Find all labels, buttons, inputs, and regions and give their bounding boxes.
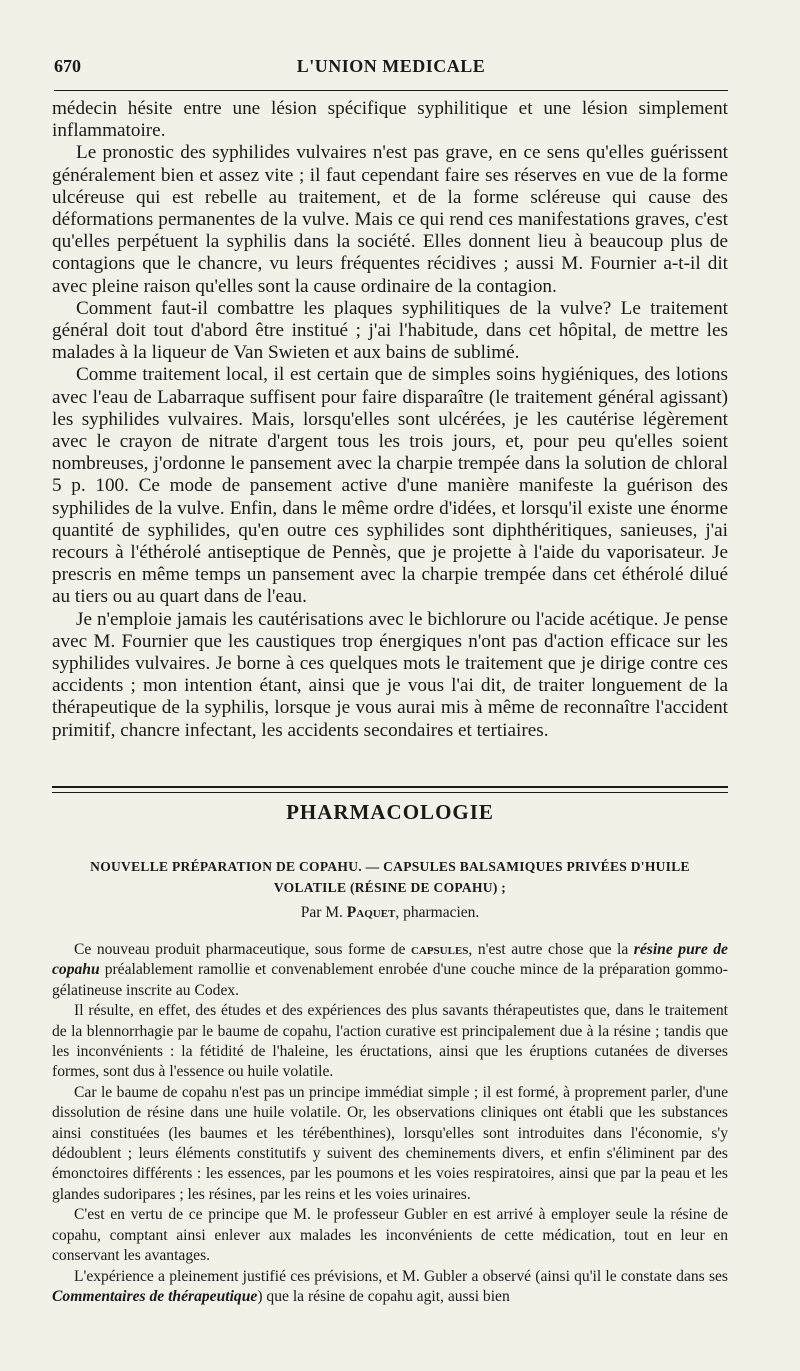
paragraph: Comme traitement local, il est certain que de simples soins hygiéniques, des lotions avec l'eau de Labarraque suffisent pour faire disparaître (le traitement général agissant) les syphilides vulvaires. Mais, lorsqu'elles sont ulcérées, je les cautérise légèrement avec le crayon de nitrate d'argent tous les trois jours, et, pour peu qu'elles soient nombreuses, j'ordonne le pansement avec la charpie trempée dans la solution de chloral 5 p. 100. Ce mode de pansement active d'une manière manifeste la guérison des syphilides de la vulve. Enfin, dans le même ordre d'idées, et lorsqu'il existe une énorme quantité de syphilides, qu'en outre ces syphilides sont diphthéritiques, sanieuses, j'ai recours à l'éthérolé antiseptique de Pennès, que je projette à l'aide du vaporisateur. Je prescris en même temps un pansement avec la charpie trempée dans cet éthérolé dilué au tiers ou au quart dans de l'eau. <box>52 364 728 608</box>
article-title <box>52 856 728 898</box>
paragraph: médecin hésite entre une lésion spécifique syphilitique et une lésion simplement inflammatoire. <box>52 98 728 142</box>
paragraph <box>52 940 728 1001</box>
author-name: Paquet <box>346 904 396 921</box>
paragraph: Il résulte, en effet, des études et des expériences des plus savants thérapeutistes que, dans le traitement de la blennorrhagie par le baume de copahu, l'action curative est principalement due à la résine ; tandis que les inconvénients : la fétidité de l'haleine, les éructations, ainsi que les éruptions cutanées de diverses formes, sont dus à l'essence ou huile volatile. <box>52 1002 728 1081</box>
paragraph: Le pronostic des syphilides vulvaires n'est pas grave, en ce sens qu'elles guérissent généralement bien et assez vite ; il faut cependant faire ses réserves en vue de la forme ulcéreuse qui est rebelle au traitement, et de la forme scléreuse qui cause des déformations permanentes de la vulve. Mais ce qui rend ces manifestations graves, c'est qu'elles perpétuent la syphilis dans la société. Elles donnent lieu à beaucoup plus de contagions que le chancre, vu leurs fréquentes récidives ; aussi M. Fournier a-t-il dit avec pleine raison qu'elles sont la cause ordinaire de la contagion. <box>52 142 728 297</box>
page-number: 670 <box>54 56 81 76</box>
byline-suffix: , pharmacien. <box>395 904 480 921</box>
text-run: , n'est autre chose que la <box>468 941 629 958</box>
paragraph: Comment faut-il combattre les plaques syphilitiques de la vulve? Le traitement général doit tout d'abord être institué ; j'ai l'habitude, dans cet hôpital, de mettre les malades à la liqueur de Van Swieten et aux bains de sublimé. <box>52 297 728 364</box>
article-title-line: NOUVELLE PRÉPARATION DE COPAHU. — CAPSULES BALSAMIQUES PRIVÉES D'HUILE <box>90 859 690 874</box>
article-body <box>52 940 728 1307</box>
italic-term: résine pure de copahu <box>52 941 728 979</box>
section-title: PHARMACOLOGIE <box>286 800 494 824</box>
paragraph <box>52 1267 728 1308</box>
paragraph: Je n'emploie jamais les cautérisations avec le bichlorure ou l'acide acétique. Je pense avec M. Fournier que les caustiques trop énergiques n'ont pas d'action efficace sur les syphilides vulvaires. Je borne à ces quelques mots le traitement que je dirige contre ces accidents ; mon intention étant, ainsi que je vous l'ai dit, de traiter longuement de la thérapeutique de la syphilis, lorsque je vous aurai mis à même de reconnaître l'accident primitif, chancre infectant, les accidents secondaires et tertiaires. <box>52 608 728 741</box>
section-divider <box>52 786 728 793</box>
article-title-line: VOLATILE (RÉSINE DE COPAHU) ; <box>273 880 507 895</box>
text-run: Ce nouveau produit pharmaceutique, sous forme de <box>74 941 406 958</box>
text-run: ) que la résine de copahu agit, aussi bien <box>257 1287 510 1305</box>
running-head: L'UNION MEDICALE <box>296 56 486 76</box>
paragraph: Car le baume de copahu n'est pas un principe immédiat simple ; il est formé, à proprement parler, d'une dissolution de résine dans une huile volatile. Or, les observations cliniques ont établi que les substances ainsi constituées (les baumes et les térébenthines), lorsqu'elles sont introduites dans l'économie, s'y dédoublent ; leurs éléments constitutifs y suivent des cheminements divers, et enfin s'éliminent par des émonctoires différents : les essences, par les poumons et les voies respiratoires, ainsi que par la peau et les glandes sudoripares ; les résines, par les reins et les voies urinaires. <box>52 1083 728 1203</box>
byline-prefix: Par M. <box>300 904 343 921</box>
lecture-text <box>52 98 728 742</box>
small-caps-term: capsules <box>410 941 469 958</box>
article-byline <box>52 904 728 922</box>
text-run: L'expérience a pleinement justifié ces prévisions, et M. Gubler a observé (ainsi qu'il le constate dans ses <box>74 1267 728 1285</box>
paragraph: C'est en vertu de ce principe que M. le professeur Gubler en est arrivé à employer seule la résine de copahu, comptant ainsi enlever aux malades les inconvénients de cette médication, tout en leur en conservant les avantages. <box>52 1206 728 1265</box>
text-run: préalablement ramollie et convenablement enrobée d'une couche mince de la préparation gommo-gélatineuse inscrite au Codex. <box>52 961 728 999</box>
italic-term: Commentaires de thérapeutique <box>52 1287 258 1305</box>
page-header <box>54 56 728 91</box>
